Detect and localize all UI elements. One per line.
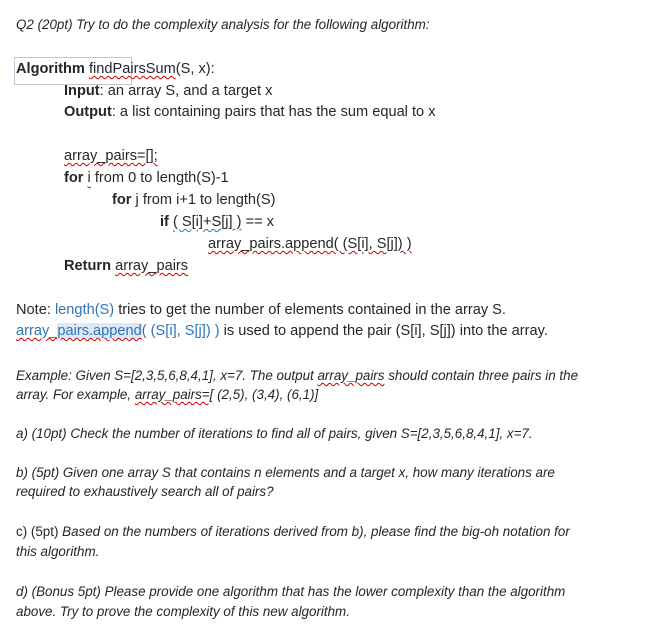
input-label: Input	[64, 83, 100, 99]
input-text: : an array S, and a target x	[99, 83, 273, 99]
part-d-line-1: d) (Bonus 5pt) Please provide one algorithm that has the lower complexity than the algorithm	[16, 584, 566, 599]
for-i-keyword: for	[64, 170, 84, 186]
algorithm-signature	[16, 61, 215, 77]
example-line2-var: array_pairs=[	[134, 387, 214, 402]
return-line	[64, 258, 188, 274]
example-line1-b: should contain three pairs in the	[384, 368, 579, 383]
part-c-line-2: this algorithm.	[16, 544, 100, 559]
example-line2-a: array. For example,	[16, 387, 135, 402]
example-line-2	[16, 387, 318, 402]
for-i-variable: i	[87, 170, 91, 186]
part-b-line-2: required to exhaustively search all of pairs?	[16, 484, 274, 499]
part-c-prefix: c) (5pt)	[16, 524, 59, 539]
for-i-line	[64, 170, 229, 186]
append-statement: array_pairs.append( (S[i], S[j]) )	[208, 236, 412, 252]
init-line	[64, 148, 158, 164]
part-d-line-2: above. Try to prove the complexity of this new algorithm.	[16, 604, 350, 619]
question-heading: Q2 (20pt) Try to do the complexity analysis for the following algorithm:	[16, 17, 430, 32]
note-append-term-b: pairs.append	[57, 323, 142, 339]
append-line	[208, 236, 412, 252]
note-append-args: ( (S[i], S[j]) )	[141, 323, 220, 339]
part-b-line-1: b) (5pt) Given one array S that contains n elements and a target x, how many iterations are	[16, 465, 555, 480]
note-prefix: Note:	[16, 302, 55, 318]
part-c-line-1	[16, 524, 570, 539]
for-j-line	[112, 192, 275, 208]
return-variable: array_pairs	[115, 258, 189, 274]
output-label: Output	[64, 104, 112, 120]
for-i-range: from 0 to length(S)-1	[94, 170, 229, 186]
part-c-text: Based on the numbers of iterations derived from b), please find the big-oh notation for	[58, 524, 570, 539]
algorithm-name: findPairsSum	[88, 61, 176, 77]
note-length-term: length(S)	[54, 302, 115, 318]
if-line	[160, 214, 274, 230]
input-line	[64, 83, 272, 99]
note-line2-rest: is used to append the pair (S[i], S[j]) into the array.	[219, 323, 548, 339]
example-line1-var: array_pairs	[317, 368, 385, 383]
example-line2-b: (2,5), (3,4), (6,1)]	[213, 387, 319, 402]
return-keyword: Return	[64, 258, 112, 274]
if-keyword: if	[160, 214, 169, 230]
output-text: : a list containing pairs that has the sum equal to x	[111, 104, 436, 120]
for-j-range: j from i+1 to length(S)	[135, 192, 276, 208]
if-condition: ( S[i]+S[j] )	[172, 214, 242, 230]
if-comparison: == x	[245, 214, 274, 230]
init-statement: array_pairs=[];	[64, 148, 158, 164]
algorithm-params: (S, x):	[175, 61, 215, 77]
algorithm-keyword: Algorithm	[16, 61, 85, 77]
note-line-2	[16, 323, 548, 339]
note-line-1	[16, 302, 506, 318]
for-j-keyword: for	[112, 192, 132, 208]
example-line1-a: Example: Given S=[2,3,5,6,8,4,1], x=7. The output	[16, 368, 318, 383]
output-line	[64, 104, 436, 120]
note-line1-rest: tries to get the number of elements contained in the array S.	[114, 302, 506, 318]
part-a: a) (10pt) Check the number of iterations to find all of pairs, given S=[2,3,5,6,8,4,1], x=7.	[16, 426, 533, 441]
example-line-1	[16, 368, 578, 383]
note-append-term-a: array_	[16, 323, 58, 339]
